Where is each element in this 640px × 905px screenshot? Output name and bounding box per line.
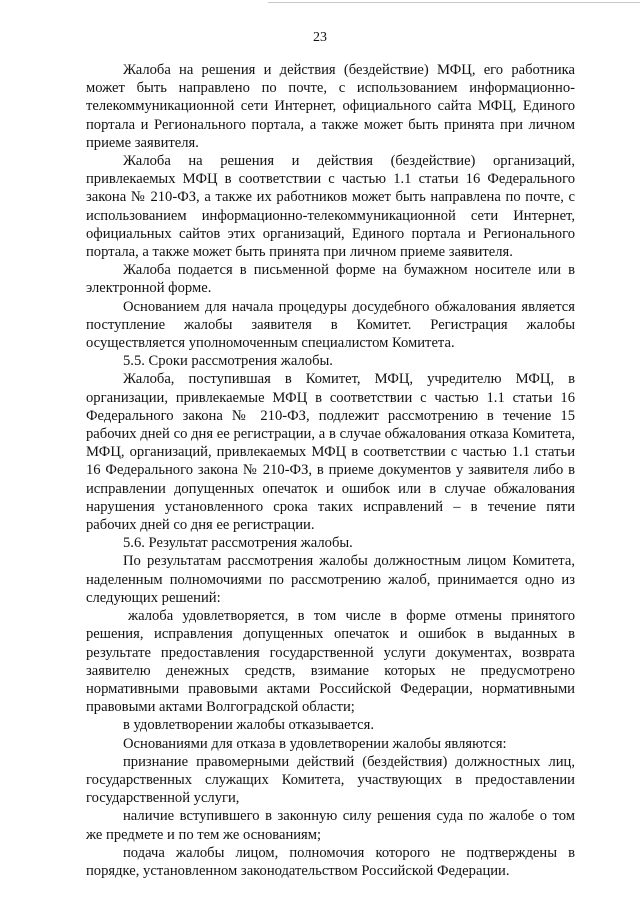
page-number: 23: [313, 30, 327, 45]
paragraph-ground-court: наличие вступившего в законную силу решения суда по жалобе о том же предмете и по тем же основаниям;: [86, 808, 575, 843]
paragraph-decision-satisfy: жалоба удовлетворяется, в том числе в форме отмены принятого решения, исправления допущенных опечаток и ошибок в выданных в результате предоставления государственной услуги документах, возврата заявителю денежных средств, взимание которых не предусмотрено нормативными правовыми актами Российской Федерации, нормативными правовыми актами Волгоградской области;: [86, 608, 575, 716]
document-body: [86, 61, 575, 880]
section-heading-5-5: 5.5. Сроки рассмотрения жалобы.: [123, 353, 333, 370]
paragraph-ground-lawful: признание правомерными действий (бездействия) должностных лиц, государственных служащих Комитета, участвующих в предоставлении государственной услуги,: [86, 753, 575, 807]
paragraph-review-terms: Жалоба, поступившая в Комитет, МФЦ, учредителю МФЦ, в организации, привлекаемые МФЦ в соответствии с частью 1.1 статьи 16 Федерального закона № 210-ФЗ, подлежит рассмотрению в течение 15 рабочих дней со дня ее регистрации, а в случае обжалования отказа Комитета, МФЦ, организаций, привлекаемых МФЦ в соответствии с частью 1.1 статьи 16 Федерального закона № 210-ФЗ, в приеме документов у заявителя либо в исправлении допущенных опечаток и ошибок или в случае обжалования нарушения установленного срока таких исправлений – в течение пяти рабочих дней со дня ее регистрации.: [86, 371, 575, 534]
paragraph-decision-refuse: в удовлетворении жалобы отказывается.: [123, 717, 375, 734]
scan-top-edge-line: [268, 2, 640, 3]
paragraph-complaint-organizations: Жалоба на решения и действия (бездействие) организаций, привлекаемых МФЦ в соответствии с частью 1.1 статьи 16 Федерального закона № 210-ФЗ, а также их работников может быть направлена по почте, с использованием информационно-телекоммуникационной сети Интернет, официальных сайтов этих организаций, Единого портала и Регионального портала, а также может быть принята при личном приеме заявителя.: [86, 153, 575, 261]
section-heading-5-6: 5.6. Результат рассмотрения жалобы.: [123, 535, 353, 552]
paragraph-review-result: По результатам рассмотрения жалобы должностным лицом Комитета, наделенным полномочиями по рассмотрению жалоб, принимается одно из следующих решений:: [86, 553, 575, 606]
paragraph-complaint-form: Жалоба подается в письменной форме на бумажном носителе или в электронной форме.: [86, 262, 575, 297]
paragraph-ground-authority: подача жалобы лицом, полномочия которого не подтверждены в порядке, установленном законодательством Российской Федерации.: [86, 844, 575, 879]
paragraph-complaint-mfc: Жалоба на решения и действия (бездействие) МФЦ, его работника может быть направлено по почте, с использованием информационно-телекоммуникационной сети Интернет, официального сайта МФЦ, Единого портала и Регионального портала, а также может быть принята при личном приеме заявителя.: [86, 62, 575, 151]
paragraph-procedure-basis: Основанием для начала процедуры досудебного обжалования является поступление жалобы заявителя в Комитет. Регистрация жалобы осуществляется уполномоченным специалистом Комитета.: [86, 298, 575, 352]
paragraph-refusal-grounds: Основаниями для отказа в удовлетворении жалобы являются:: [123, 735, 507, 752]
